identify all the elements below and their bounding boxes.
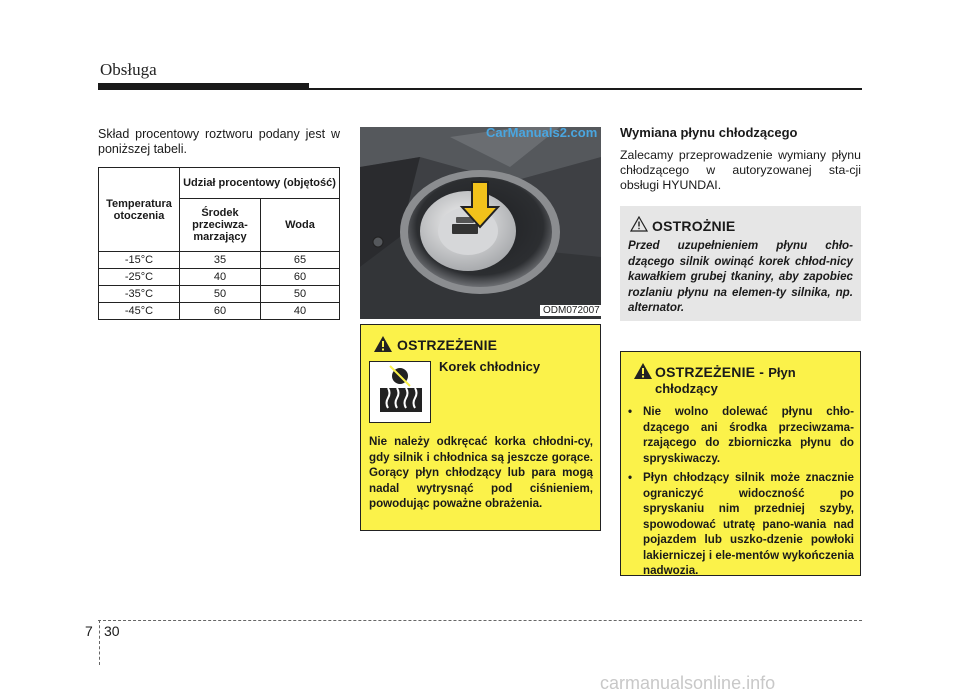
watermark: CarManuals2.com [486,125,598,140]
warning-box-coolant [620,351,861,576]
chapter-number: 7 [85,623,93,639]
list-item: • Nie wolno dolewać płynu chło-dzącego ani środka przeciwzama-rzającego do zbiorniczka płynu do spryskiwaczy. [628,405,854,465]
table-header-group: Udział procentowy (objętość) [180,168,340,199]
warning-heading [655,364,796,382]
warning-heading-small: Płyn [768,365,796,380]
table-cell: 65 [261,252,340,269]
photo-code: ODM072007 [540,305,603,316]
caution-body: Przed uzupełnieniem płynu chło-dzącego silnik owinąć korek chłod-nicy kawałkiem grubej tkaniny, aby zapobiec rozlaniu płynu na elemen-ty silnika, np. alternator. [628,239,853,314]
bullet-text: Nie wolno dolewać płynu chło-dzącego ani środka przeciwzama-rzającego do zbiorniczka płynu do spryskiwaczy. [643,405,854,465]
header-rule [98,88,862,90]
radiator-cap-photo [360,127,601,319]
warning-bullet-list [621,404,854,583]
caution-triangle-icon [630,216,648,237]
footer-divider [99,620,100,665]
table-row [99,252,340,269]
warning-heading-line2: chłodzący [655,381,718,396]
table-cell: 50 [261,286,340,303]
site-footer: carmanualsonline.info [600,673,776,693]
list-item: • Płyn chłodzący silnik może znacznie ograniczyć widoczność po spryskaniu nim przedniej szyby, spowodować utratę pano-wania nad pojazdem lub uszko-dzenie powłoki lakierniczej i ele-mentów wykończenia nadwozia. [628,471,854,577]
warning-heading: OSTRZEŻENIE [397,337,498,353]
table-cell: -25°C [99,269,180,286]
section-body: Zalecamy przeprowadzenie wymiany płynu chłodzącego w autoryzowanej sta-cji obsługi HYUNDAI. [620,148,861,192]
section-title: Wymiana płynu chłodzącego [620,125,798,140]
bullet-text: Płyn chłodzący silnik może znacznie ograniczyć widoczność po spryskaniu nim przedniej szyby, spowodować utratę pano-wania nad pojazdem lub uszko-dzenie powłoki lakierniczej i ele-mentów wykończenia nadwozia. [643,471,854,577]
table-cell: 40 [261,303,340,320]
table-cell: -35°C [99,286,180,303]
warning-triangle-icon [633,362,653,385]
table-cell: -45°C [99,303,180,320]
intro-text: Skład procentowy roztworu podany jest w poniższej tabeli. [98,127,340,156]
warning-subtitle: Korek chłodnicy [439,359,541,374]
table-cell: -15°C [99,252,180,269]
concentration-table [98,167,340,320]
warning-box-radiator-cap [360,324,601,531]
header-title: Obsługa [100,60,157,79]
table-cell: 35 [180,252,261,269]
warning-body: Nie należy odkręcać korka chłodni-cy, gdy silnik i chłodnica są jeszcze gorące. Gorący płyn chłodzący lub para mogą nadal wytrysnąć pod ciśnieniem, powodując poważne obrażenia. [369,435,593,510]
table-cell: 60 [180,303,261,320]
table-cell: 60 [261,269,340,286]
warning-triangle-icon [373,335,393,358]
warning-heading-main: OSTRZEŻENIE - [655,364,769,380]
table-row [99,269,340,286]
page-number: 30 [104,623,120,639]
hot-radiator-icon [369,361,431,423]
footer-rule [98,620,862,621]
table-header-water: Woda [261,199,340,252]
radiator-cap-illustration [360,127,601,319]
table-header-antifreeze: Środek przeciwza-marzający [180,199,261,252]
caution-heading: OSTROŻNIE [652,218,736,234]
table-row [99,303,340,320]
table-row [99,286,340,303]
table-cell: 40 [180,269,261,286]
table-cell: 50 [180,286,261,303]
table-header-temperature: Temperatura otoczenia [99,168,180,252]
caution-box [620,206,861,321]
